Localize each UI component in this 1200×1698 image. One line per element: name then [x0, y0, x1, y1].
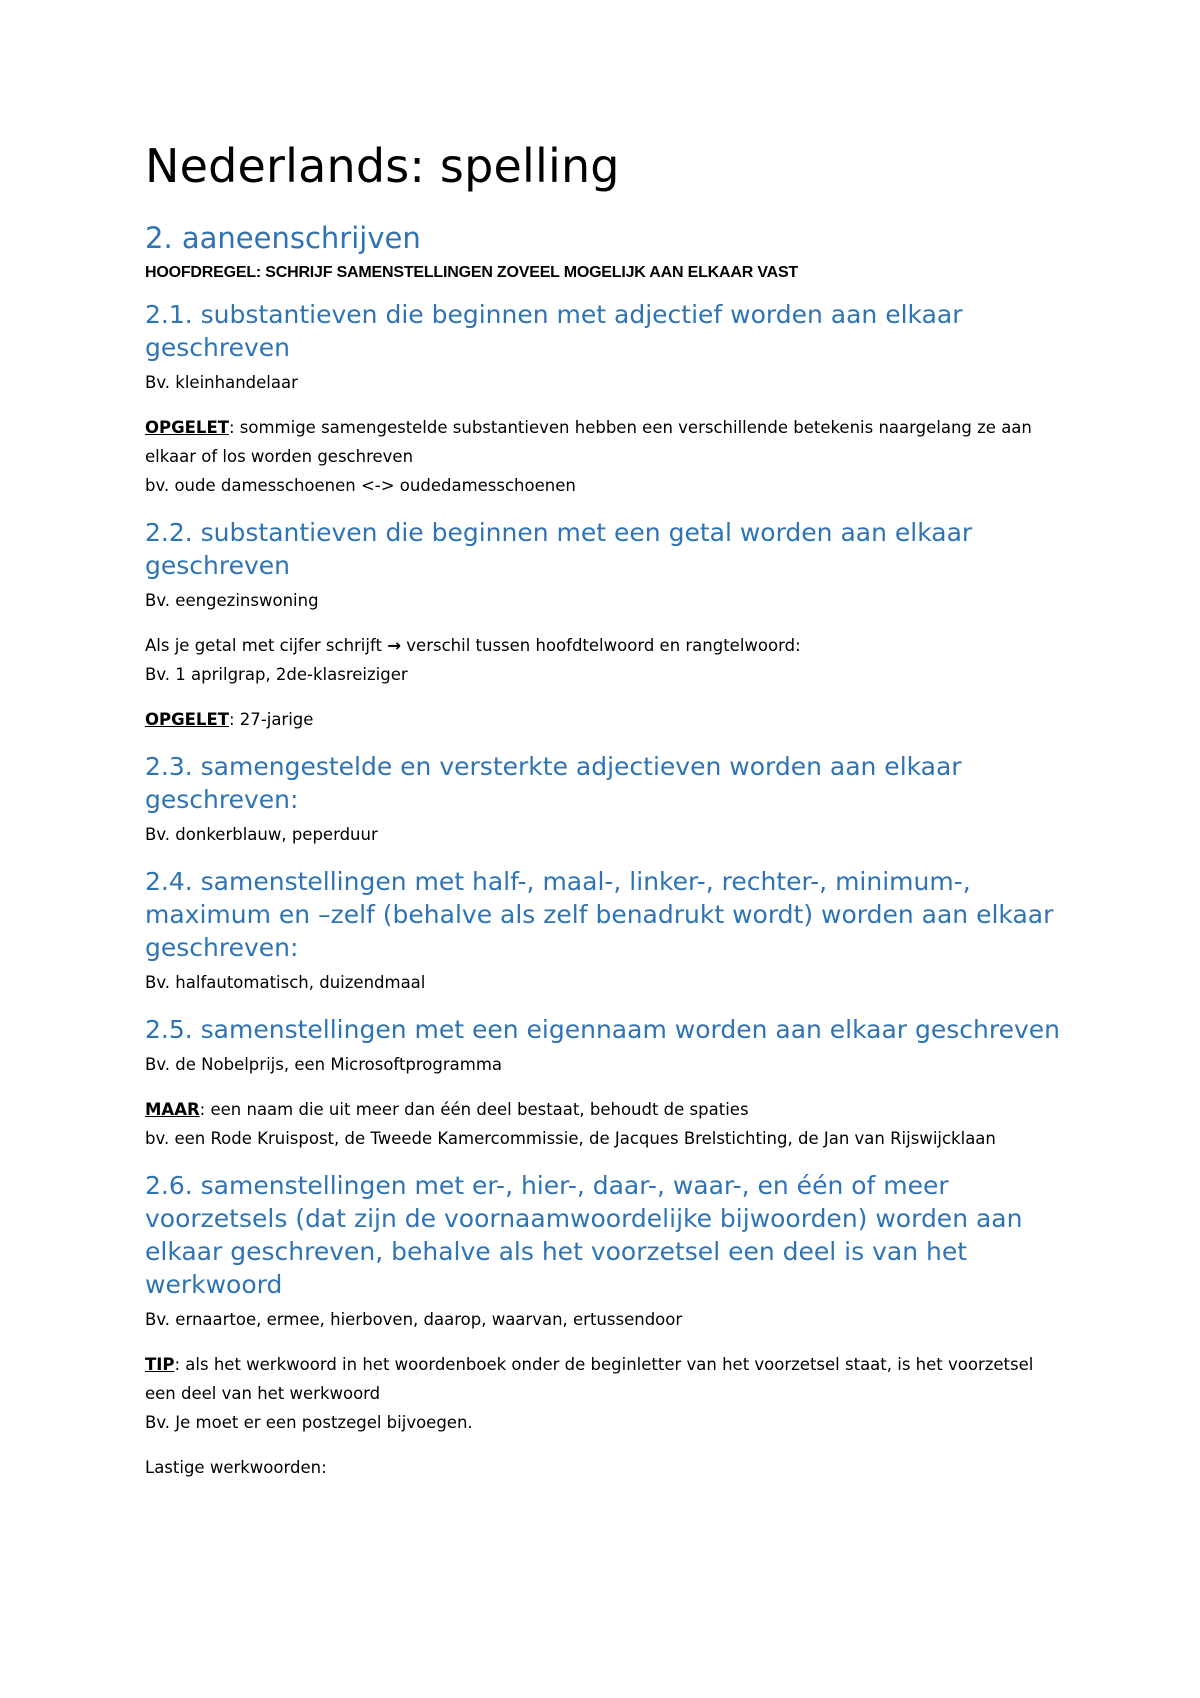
note-text: : sommige samengestelde substantieven hebben een verschillende betekenis naargelang ze aan elkaar of los worden geschreven [145, 417, 1032, 466]
heading-2-2: 2.2. substantieven die beginnen met een getal worden aan elkaar geschreven [145, 517, 973, 580]
heading-2-6: 2.6. samenstellingen met er-, hier-, daar-, waar-, en één of meer voorzetsels (dat zijn de voornaamwoordelijke bijwoorden) worden aan elkaar geschreven, behalve als het voorzetsel een deel is van het werkwoord [145, 1170, 1023, 1299]
cijfer-pre: Als je getal met cijfer schrijft [145, 635, 388, 655]
section-heading: 2. aaneenschrijven [145, 220, 421, 255]
tip-example: Bv. Je moet er een postzegel bijvoegen. [145, 1412, 473, 1432]
note-2-1 [145, 413, 1065, 471]
lastige-werkwoorden: Lastige werkwoorden: [145, 1457, 327, 1477]
example-2-6: Bv. ernaartoe, ermee, hierboven, daarop, waarvan, ertussendoor [145, 1309, 683, 1329]
note-text: : een naam die uit meer dan één deel bestaat, behoudt de spaties [199, 1099, 749, 1119]
tip-text: : als het werkwoord in het woordenboek onder de beginletter van het voorzetsel staat, is het voorzetsel een deel van het werkwoord [145, 1354, 1034, 1403]
note-example-2-5: bv. een Rode Kruispost, de Tweede Kamercommissie, de Jacques Brelstichting, de Jan van Rijswijcklaan [145, 1128, 996, 1148]
tip-label: TIP [145, 1354, 175, 1374]
document-page [145, 140, 1065, 1482]
cijfer-line [145, 631, 1065, 660]
note-label: OPGELET [145, 709, 229, 729]
note-example-2-1: bv. oude damesschoenen <-> oudedamesschoenen [145, 475, 576, 495]
heading-2-3: 2.3. samengestelde en versterkte adjectieven worden aan elkaar geschreven: [145, 751, 962, 814]
document-title: Nederlands: spelling [145, 139, 620, 193]
cijfer-example: Bv. 1 aprilgrap, 2de-klasreiziger [145, 664, 408, 684]
note-2-2 [145, 705, 1065, 734]
note-label: MAAR [145, 1099, 200, 1119]
cijfer-post: verschil tussen hoofdtelwoord en rangtelwoord: [401, 635, 801, 655]
note-label: OPGELET [145, 417, 229, 437]
example-2-2: Bv. eengezinswoning [145, 590, 319, 610]
main-rule: HOOFDREGEL: SCHRIJF SAMENSTELLINGEN ZOVEEL MOGELIJK AAN ELKAAR VAST [145, 263, 799, 281]
arrow-right-icon: → [387, 635, 402, 655]
example-2-5: Bv. de Nobelprijs, een Microsoftprogramma [145, 1054, 503, 1074]
heading-2-1: 2.1. substantieven die beginnen met adjectief worden aan elkaar geschreven [145, 299, 963, 362]
note-2-5 [145, 1095, 1065, 1124]
example-2-3: Bv. donkerblauw, peperduur [145, 824, 378, 844]
note-text: : 27-jarige [228, 709, 314, 729]
tip-2-6 [145, 1350, 1065, 1408]
example-2-1: Bv. kleinhandelaar [145, 372, 298, 392]
example-2-4: Bv. halfautomatisch, duizendmaal [145, 972, 426, 992]
heading-2-4: 2.4. samenstellingen met half-, maal-, linker-, rechter-, minimum-, maximum en –zelf (behalve als zelf benadrukt wordt) worden aan elkaar geschreven: [145, 866, 1054, 962]
heading-2-5: 2.5. samenstellingen met een eigennaam worden aan elkaar geschreven [145, 1014, 1061, 1044]
